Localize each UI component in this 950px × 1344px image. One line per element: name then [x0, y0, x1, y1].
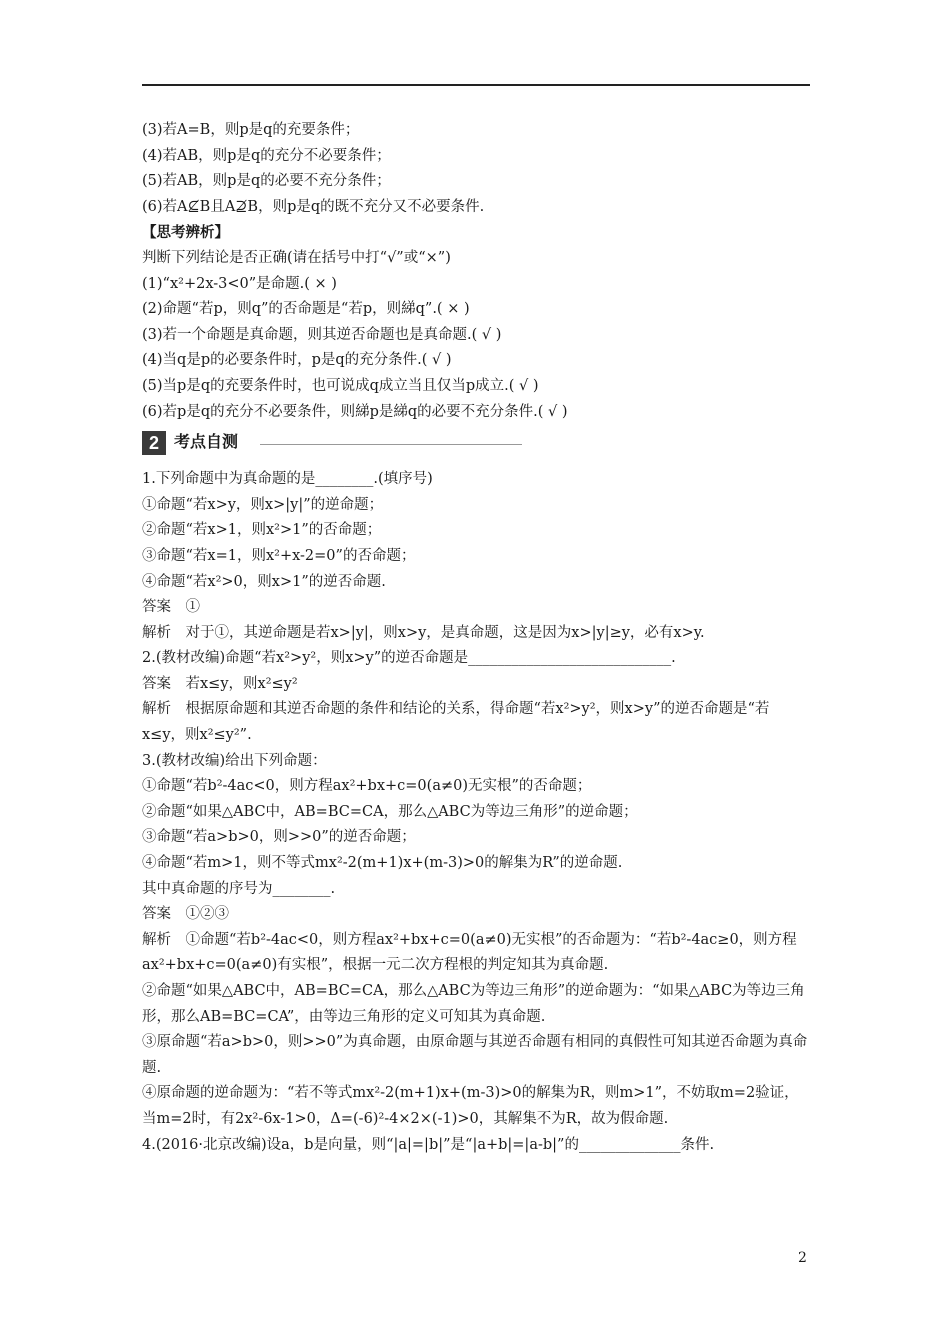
analysis-3-part-1: 解析 ①命题“若b²-4ac<0，则方程ax²+bx+c=0(a≠0)无实根”的否命题为：“若b²-4ac≥0，则方程ax²+bx+c=0(a≠0)有实根”，根据一元二次方程根的判定知其为真命题.	[142, 931, 797, 974]
list-item: ②命题“如果△ABC中，AB=BC=CA，那么△ABC为等边三角形”的逆命题；	[142, 803, 638, 820]
question-2: 2.(教材改编)命题“若x²>y²，则x>y”的逆否命题是____________________________.	[142, 650, 676, 667]
analysis-3-part-2: ②命题“如果△ABC中，AB=BC=CA，那么△ABC为等边三角形”的逆命题为：“如果△ABC为等边三角形，那么AB=BC=CA”，由等边三角形的定义可知其为真命题.	[142, 983, 805, 1025]
question-4: 4.(2016·北京改编)设a，b是向量，则“|a|=|b|”是“|a+b|=|a-b|”的______________条件.	[142, 1136, 715, 1153]
condition-line-5: (5)若AB，则p是q的必要不充分条件；	[142, 173, 391, 190]
think-item: (6)若p是q的充分不必要条件，则綈p是綈q的必要不充分条件.( √ )	[142, 403, 568, 420]
section-header	[142, 429, 810, 459]
condition-line-3: (3)若A=B，则p是q的充要条件；	[142, 122, 360, 138]
think-item: (3)若一个命题是真命题，则其逆否命题也是真命题.( √ )	[142, 326, 502, 343]
list-item: ①命题“若b²-4ac<0，则方程ax²+bx+c=0(a≠0)无实根”的否命题；	[142, 778, 592, 795]
answer-3: 答案 ①②③	[142, 906, 229, 923]
answer-2: 答案 若x≤y，则x²≤y²	[142, 675, 298, 692]
list-item: ④命题“若x²>0，则x>1”的逆否命题.	[142, 573, 386, 590]
section-number: 2	[142, 431, 166, 455]
think-intro: 判断下列结论是否正确(请在括号中打“√”或“×”)	[142, 249, 451, 266]
condition-line-6: (6)若A⊈B且A⊉B，则p是q的既不充分又不必要条件.	[142, 198, 485, 215]
question-1: 1.下列命题中为真命题的是________.(填序号)	[142, 471, 433, 488]
section-rule	[260, 444, 522, 445]
think-item: (2)命题“若p，则q”的否命题是“若p，则綈q”.( × )	[142, 301, 470, 318]
list-item: ①命题“若x>y，则x>|y|”的逆命题；	[142, 496, 384, 513]
think-item: (5)当p是q的充要条件时，也可说成q成立当且仅当p成立.( √ )	[142, 377, 539, 394]
list-item: ③命题“若a>b>0，则>>0”的逆否命题；	[142, 829, 416, 846]
analysis-3-part-3: ③原命题“若a>b>0，则>>0”为真命题，由原命题与其逆否命题有相同的真假性可知其逆否命题为真命题.	[142, 1034, 808, 1076]
page-content	[142, 118, 810, 1158]
header-rule	[142, 84, 810, 86]
analysis-2: 解析 根据原命题和其逆否命题的条件和结论的关系，得命题“若x²>y²，则x>y”的逆否命题是“若x≤y，则x²≤y²”.	[142, 701, 770, 744]
condition-line-4: (4)若AB，则p是q的充分不必要条件；	[142, 147, 391, 164]
question-3: 3.(教材改编)给出下列命题：	[142, 752, 327, 769]
think-title: 【思考辨析】	[142, 224, 229, 242]
answer-1: 答案 ①	[142, 599, 200, 616]
question-3-prompt: 其中真命题的序号为________.	[142, 880, 336, 897]
think-item: (1)“x²+2x-3<0”是命题.( × )	[142, 275, 337, 292]
list-item: ②命题“若x>1，则x²>1”的否命题；	[142, 522, 382, 539]
list-item: ③命题“若x=1，则x²+x-2=0”的否命题；	[142, 547, 416, 564]
analysis-3-part-4: ④原命题的逆命题为：“若不等式mx²-2(m+1)x+(m-3)>0的解集为R，则m>1”，不妨取m=2验证，当m=2时，有2x²-6x-1>0，Δ=(-6)²-4×2×(-1)>0，其解集不为R，故为假命题.	[142, 1085, 799, 1127]
page-number: 2	[798, 1250, 807, 1266]
think-item: (4)当q是p的必要条件时，p是q的充分条件.( √ )	[142, 352, 452, 369]
list-item: ④命题“若m>1，则不等式mx²-2(m+1)x+(m-3)>0的解集为R”的逆命题.	[142, 855, 623, 872]
analysis-1: 解析 对于①，其逆命题是若x>|y|，则x>y，是真命题，这是因为x>|y|≥y，必有x>y.	[142, 624, 705, 641]
section-title: 考点自测	[174, 434, 239, 452]
